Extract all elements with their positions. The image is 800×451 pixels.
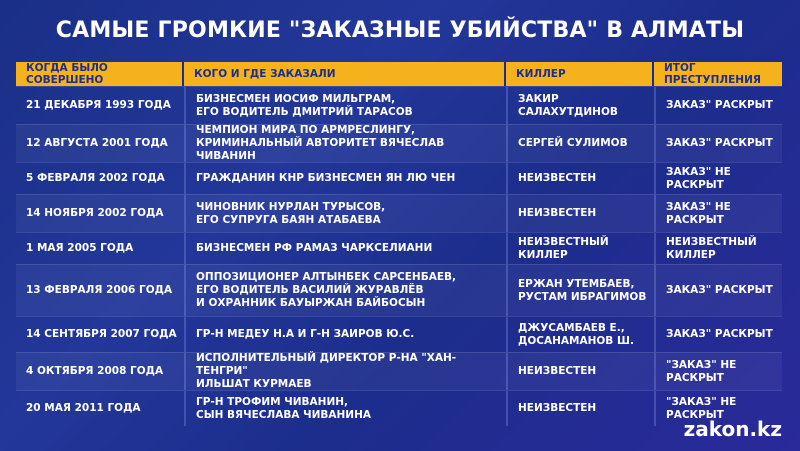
table-row (16, 162, 782, 194)
cell-date: 13 ФЕВРАЛЯ 2006 ГОДА (26, 284, 173, 296)
header-date: КОГДА БЫЛО СОВЕРШЕНО (16, 62, 184, 86)
page-title: САМЫЕ ГРОМКИЕ "ЗАКАЗНЫЕ УБИЙСТВА" В АЛМАТЫ (55, 18, 745, 43)
cell-killer: СЕРГЕЙ СУЛИМОВ (506, 125, 654, 162)
cell-victim: ОППОЗИЦИОНЕР АЛТЫНБЕК САРСЕНБАЕВ, ЕГО ВОДИТЕЛЬ ВАСИЛИЙ ЖУРАВЛЁВ И ОХРАННИК БАУЫРЖАН БАЙБОСЫН (184, 265, 506, 316)
cell-killer: ЕРЖАН УТЕМБАЕВ, РУСТАМ ИБРАГИМОВ (506, 265, 654, 316)
cell-result: ЗАКАЗ" РАСКРЫТ (654, 265, 782, 316)
cell-result: НЕИЗВЕСТНЫЙ КИЛЛЕР (654, 233, 782, 264)
table-row (16, 232, 782, 264)
header-killer: КИЛЛЕР (506, 62, 654, 86)
cell-result: ЗАКАЗ" РАСКРЫТ (654, 317, 782, 352)
table-row (16, 390, 782, 426)
cell-date: 14 НОЯБРЯ 2002 ГОДА (26, 207, 164, 219)
cell-result: "ЗАКАЗ" НЕ РАСКРЫТ (654, 353, 782, 390)
cell-killer: НЕИЗВЕСТЕН (506, 163, 654, 194)
cell-killer: НЕИЗВЕСТНЫЙ КИЛЛЕР (506, 233, 654, 264)
crimes-table (16, 62, 782, 426)
cell-victim: БИЗНЕСМЕН РФ РАМАЗ ЧАРКСЕЛИАНИ (184, 233, 506, 264)
cell-killer: ДЖУСАМБАЕВ Е., ДОСАНАМАНОВ Ш. (506, 317, 654, 352)
cell-victim: БИЗНЕСМЕН ИОСИФ МИЛЬГРАМ, ЕГО ВОДИТЕЛЬ ДМИТРИЙ ТАРАСОВ (184, 87, 506, 124)
zakon-logo: zakon.kz (683, 417, 782, 441)
cell-result: "ЗАКАЗ" НЕ РАСКРЫТ (654, 391, 782, 426)
cell-date: 4 ОКТЯБРЯ 2008 ГОДА (26, 365, 164, 377)
cell-victim: ГР-Н МЕДЕУ Н.А И Г-Н ЗАИРОВ Ю.С. (184, 317, 506, 352)
cell-victim: ИСПОЛНИТЕЛЬНЫЙ ДИРЕКТОР Р-НА "ХАН-ТЕНГРИ" ИЛЬШАТ КУРМАЕВ (184, 353, 506, 390)
cell-killer: НЕИЗВЕСТЕН (506, 195, 654, 232)
table-row (16, 352, 782, 390)
table-row (16, 124, 782, 162)
table-row (16, 86, 782, 124)
cell-date: 1 МАЯ 2005 ГОДА (26, 242, 134, 254)
cell-victim: ЧИНОВНИК НУРЛАН ТУРЫСОВ, ЕГО СУПРУГА БАЯН АТАБАЕВА (184, 195, 506, 232)
cell-result: ЗАКАЗ" РАСКРЫТ (654, 87, 782, 124)
cell-killer: НЕИЗВЕСТЕН (506, 391, 654, 426)
cell-date: 5 ФЕВРАЛЯ 2002 ГОДА (26, 172, 165, 184)
cell-date: 12 АВГУСТА 2001 ГОДА (26, 137, 168, 149)
header-result: ИТОГ ПРЕСТУПЛЕНИЯ (664, 62, 761, 86)
cell-victim: ГР-Н ТРОФИМ ЧИВАНИН, СЫН ВЯЧЕСЛАВА ЧИВАНИНА (184, 391, 506, 426)
cell-date: 14 СЕНТЯБРЯ 2007 ГОДА (26, 328, 177, 340)
cell-killer: НЕИЗВЕСТЕН (506, 353, 654, 390)
table-row (16, 264, 782, 316)
table-row (16, 194, 782, 232)
cell-victim: ЧЕМПИОН МИРА ПО АРМРЕСЛИНГУ, КРИМИНАЛЬНЫЙ АВТОРИТЕТ ВЯЧЕСЛАВ ЧИВАНИН (184, 125, 506, 162)
cell-victim: ГРАЖДАНИН КНР БИЗНЕСМЕН ЯН ЛЮ ЧЕН (184, 163, 506, 194)
cell-result: ЗАКАЗ" НЕ РАСКРЫТ (654, 163, 782, 194)
cell-date: 21 ДЕКАБРЯ 1993 ГОДА (26, 99, 171, 111)
table-header (16, 62, 782, 86)
cell-result: ЗАКАЗ" РАСКРЫТ (654, 125, 782, 162)
table-row (16, 316, 782, 352)
cell-result: ЗАКАЗ" НЕ РАСКРЫТ (654, 195, 782, 232)
cell-date: 20 МАЯ 2011 ГОДА (26, 402, 141, 414)
header-victim: КОГО И ГДЕ ЗАКАЗАЛИ (184, 62, 506, 86)
cell-killer: ЗАКИР САЛАХУТДИНОВ (506, 87, 654, 124)
